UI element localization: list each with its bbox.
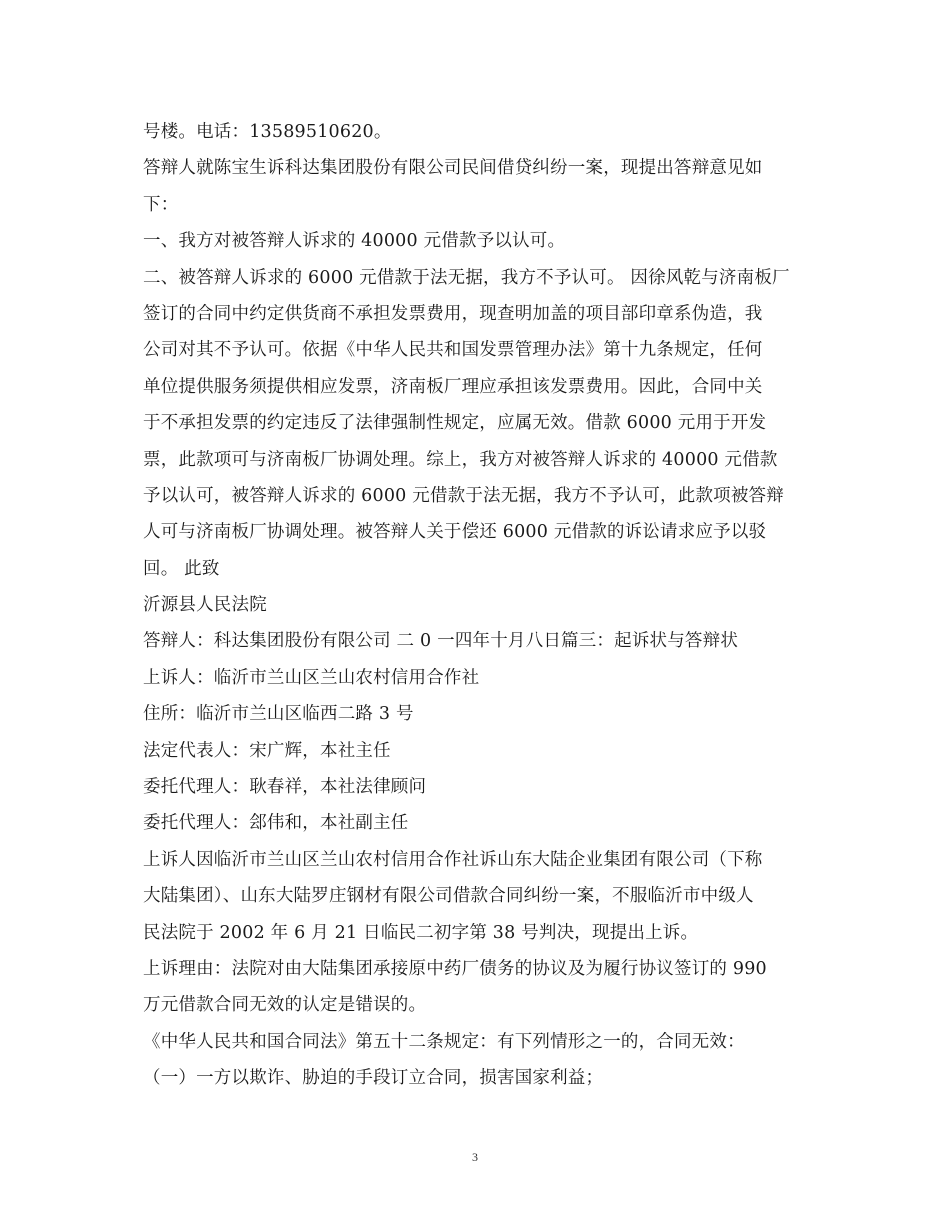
text-line: 民法院于 2002 年 6 月 21 日临民二初字第 38 号判决，现提出上诉。 xyxy=(143,922,699,943)
text-line: 下： xyxy=(143,194,179,215)
text-line: 单位提供服务须提供相应发票，济南板厂理应承担该发票费用。因此，合同中关 xyxy=(143,376,763,397)
text-line: 回。 此致 xyxy=(143,558,220,579)
document-body xyxy=(143,114,813,1097)
text-line: 《中华人民共和国合同法》第五十二条规定：有下列情形之一的，合同无效： xyxy=(143,1031,745,1052)
text-line: 答辩人就陈宝生诉科达集团股份有限公司民间借贷纠纷一案，现提出答辩意见如 xyxy=(143,158,763,179)
text-line: 沂源县人民法院 xyxy=(143,595,267,616)
page-number: 3 xyxy=(472,1150,478,1164)
text-line: 二、被答辩人诉求的 6000 元借款于法无据，我方不予认可。 因徐风乾与济南板厂 xyxy=(143,267,790,288)
text-line: 票，此款项可与济南板厂协调处理。综上，我方对被答辩人诉求的 40000 元借款 xyxy=(143,449,778,470)
text-line: 人可与济南板厂协调处理。被答辩人关于偿还 6000 元借款的诉讼请求应予以驳 xyxy=(143,522,767,543)
text-line: 答辩人：科达集团股份有限公司 二 0 一四年十月八日篇三：起诉状与答辩状 xyxy=(143,631,739,652)
text-line: 住所：临沂市兰山区临西二路 3 号 xyxy=(143,704,414,725)
text-line: 上诉理由：法院对由大陆集团承接原中药厂债务的协议及为履行协议签订的 990 xyxy=(143,958,767,979)
text-line: 委托代理人：郐伟和，本社副主任 xyxy=(143,813,409,834)
text-line: 法定代表人：宋广辉，本社主任 xyxy=(143,740,391,761)
text-line: 万元借款合同无效的认定是错误的。 xyxy=(143,995,427,1016)
text-line: 予以认可，被答辩人诉求的 6000 元借款于法无据，我方不予认可，此款项被答辩 xyxy=(143,485,784,506)
text-line: 委托代理人：耿春祥，本社法律顾问 xyxy=(143,777,427,798)
text-line: 大陆集团）、山东大陆罗庄钢材有限公司借款合同纠纷一案，不服临沂市中级人 xyxy=(143,886,754,907)
text-line: 号楼。电话：13589510620。 xyxy=(143,122,392,142)
text-line: 公司对其不予认可。依据《中华人民共和国发票管理办法》第十九条规定，任何 xyxy=(143,340,763,361)
text-line: 一、我方对被答辩人诉求的 40000 元借款予以认可。 xyxy=(143,231,566,252)
text-line: 上诉人因临沂市兰山区兰山农村信用合作社诉山东大陆企业集团有限公司（下称 xyxy=(143,849,763,870)
text-line: 于不承担发票的约定违反了法律强制性规定，应属无效。借款 6000 元用于开发 xyxy=(143,413,767,434)
text-line: 上诉人：临沂市兰山区兰山农村信用合作社 xyxy=(143,667,480,688)
text-line: 签订的合同中约定供货商不承担发票费用，现查明加盖的项目部印章系伪造，我 xyxy=(143,303,763,324)
text-line: （一）一方以欺诈、胁迫的手段订立合同，损害国家利益； xyxy=(143,1068,604,1089)
